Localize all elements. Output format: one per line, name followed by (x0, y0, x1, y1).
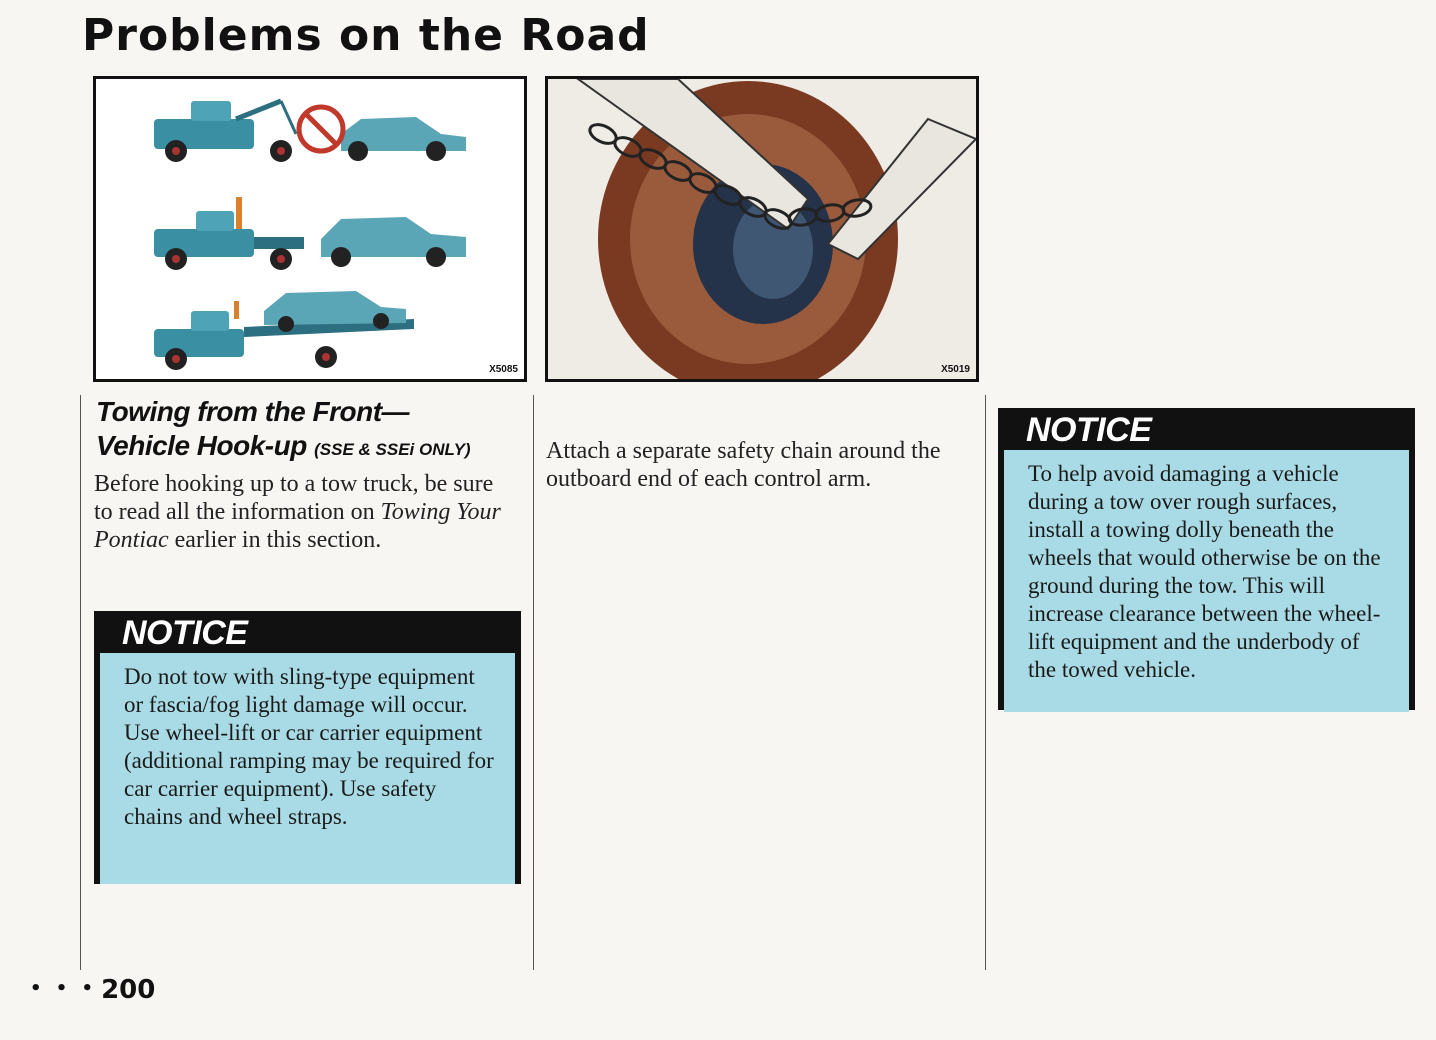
figure-code: X5019 (941, 364, 970, 375)
notice-box-dolly (998, 408, 1415, 710)
notice-box-sling (94, 611, 521, 884)
wheel-lift-row (154, 197, 466, 270)
car-carrier-row (154, 291, 414, 370)
column-divider (985, 395, 986, 970)
figure-code: X5085 (489, 364, 518, 375)
notice-title: NOTICE (1026, 411, 1152, 449)
cross-reference: Towing Your Pontiac (94, 499, 501, 553)
page-number: • • • 200 (30, 975, 156, 1005)
heading-line-2: Vehicle Hook-up (96, 430, 307, 461)
tow-trucks-illustration (96, 79, 524, 379)
page-number-dots: • • • (30, 978, 98, 999)
heading-model-note: (SSE & SSEi ONLY) (314, 440, 471, 459)
sling-tow-row (154, 101, 466, 162)
page-title: Problems on the Road (82, 10, 650, 61)
column-divider (533, 395, 534, 970)
column-divider (80, 395, 81, 970)
heading-line-1: Towing from the Front— (96, 396, 410, 427)
section-heading (96, 395, 536, 467)
notice-body: Do not tow with sling-type equipment or fascia/fog light damage will occur. Use wheel-lift or car carrier equipment (additional ramping may be required for car carrier equipment). Use safety chains and wheel straps. (100, 653, 515, 884)
intro-paragraph: Before hooking up to a tow truck, be sure to read all the information on Towing Your Pontiac earlier in this section. (94, 471, 501, 553)
safety-chain-paragraph: Attach a separate safety chain around the outboard end of each control arm. (546, 438, 941, 492)
safety-chain-illustration (548, 79, 976, 379)
notice-title: NOTICE (122, 614, 248, 652)
towing-methods-figure (93, 76, 527, 382)
notice-body: To help avoid damaging a vehicle during a tow over rough surfaces, install a towing dolly beneath the wheels that would otherwise be on the ground during the tow. This will increase clearance between the wheel-lift equipment and the underbody of the towed vehicle. (1004, 450, 1409, 712)
safety-chain-figure (545, 76, 979, 382)
